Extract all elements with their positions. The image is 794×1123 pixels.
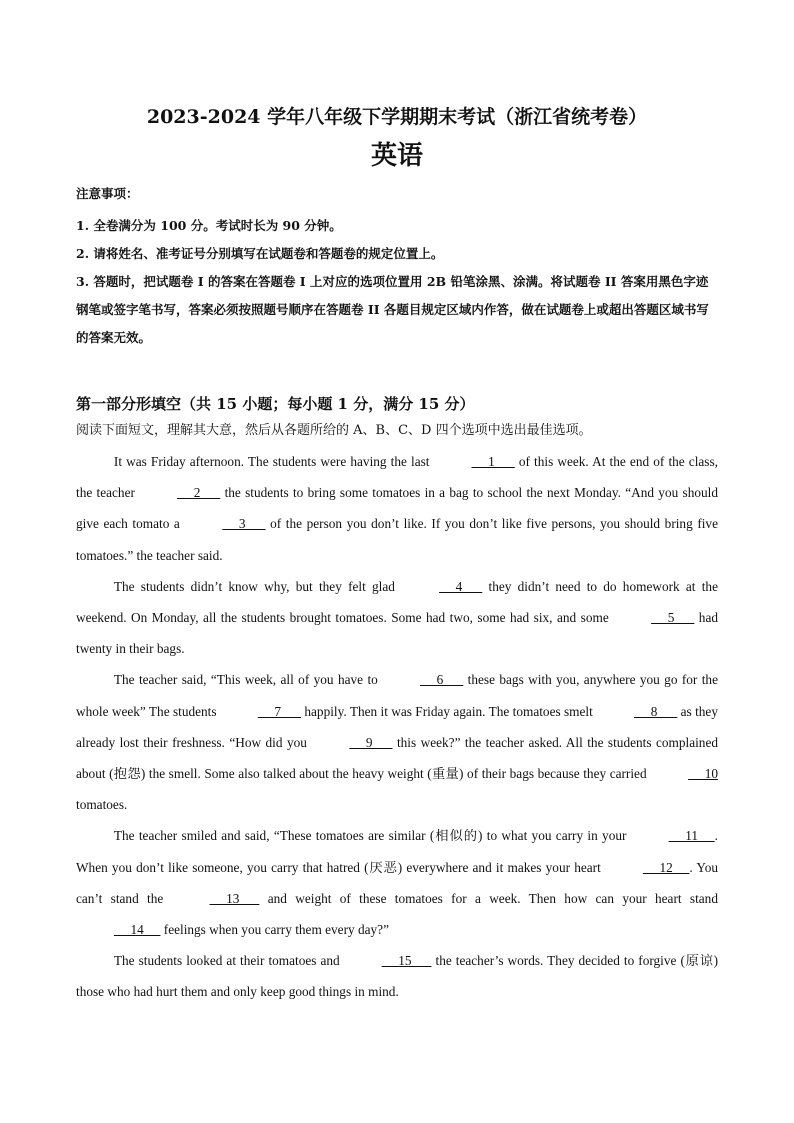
passage-paragraph-5 <box>76 945 718 1007</box>
passage-text: feelings when you carry them every day?” <box>160 922 389 938</box>
blank-4: 4 <box>439 578 483 594</box>
note-item-3: 3. 答题时，把试题卷 I 的答案在答题卷 I 上对应的选项位置用 2B 铅笔涂黑、涂满。将试题卷 II 答案用黑色字迹钢笔或签字笔书写，答案必须按照题号顺序在答题卷 II 各题目规定区域内作答，做在试题卷上或超出答题区域书写的答案无效。 <box>76 274 709 345</box>
blank-6: 6 <box>420 672 464 688</box>
blank-15: 15 <box>381 953 432 969</box>
passage-text: the teacher’s words. They decided to forgive (原谅) those who had hurt them and only keep good things in mind. <box>76 953 719 1000</box>
blank-12: 12 <box>642 859 690 875</box>
blank-5: 5 <box>651 610 695 626</box>
notes-list <box>76 212 718 352</box>
blank-14: 14 <box>113 922 161 938</box>
passage-text: they didn’t need to do homework at the weekend. On Monday, all the students brought tomatoes. Some had two, some had six, and some <box>76 578 718 626</box>
passage-text: these bags with you, anywhere you go for the whole week” The students <box>76 672 718 719</box>
exam-title: 2023-2024 学年八年级下学期期末考试（浙江省统考卷） <box>146 106 648 128</box>
blank-11: 11 <box>668 828 715 844</box>
passage-text: The teacher said, “This week, all of you have to <box>113 672 383 688</box>
subject-title: 英语 <box>370 141 423 171</box>
note-item-1: 1. 全卷满分为 100 分。考试时长为 90 分钟。 <box>76 218 342 233</box>
passage-text: It was Friday afternoon. The students were having the last <box>113 454 434 469</box>
passage-text: the students to bring some tomatoes in a bag to school the next Monday. “And you should give each tomato a <box>76 485 718 532</box>
blank-13: 13 <box>209 890 260 906</box>
section-heading: 第一部分形填空（共 15 小题；每小题 1 分，满分 15 分） <box>76 395 475 413</box>
blank-1: 1 <box>471 454 515 469</box>
passage-paragraph-4 <box>76 820 718 945</box>
passage-text: tomatoes. <box>76 797 128 813</box>
passage-paragraph-1 <box>76 446 718 571</box>
passage-text: happily. Then it was Friday again. The tomatoes smelt <box>301 703 597 719</box>
passage-text: The students looked at their tomatoes and <box>113 953 344 969</box>
passage-text: of this week. At the end of the class, the teacher <box>76 454 718 501</box>
passage-text: of the person you don’t like. If you don’t like five persons, you should bring five tomatoes.” the teacher said. <box>76 516 718 563</box>
passage-text: as they already lost their freshness. “How did you <box>76 703 718 750</box>
passage-text: this week?” the teacher asked. All the students complained about (抱怨) the smell. Some also talked about the heavy weight (重量) of their bags because they carried <box>76 734 718 782</box>
blank-3: 3 <box>222 516 266 532</box>
passage-text: The teacher smiled and said, “These tomatoes are similar (相似的) to what you carry in your <box>113 828 631 844</box>
passage-text: . You can’t stand the <box>76 859 718 906</box>
blank-10: 10 <box>688 766 718 782</box>
cloze-passage <box>76 446 718 1008</box>
blank-2: 2 <box>177 485 221 501</box>
passage-text: had twenty in their bags. <box>76 610 718 657</box>
passage-paragraph-3 <box>76 664 718 820</box>
passage-paragraph-2 <box>76 571 718 665</box>
blank-9: 9 <box>349 734 393 750</box>
section-instruction: 阅读下面短文，理解其大意，然后从各题所给的 A、B、C、D 四个选项中选出最佳选项。 <box>76 423 592 438</box>
passage-text: and weight of these tomatoes for a week. Then how can your heart stand <box>259 890 718 906</box>
blank-8: 8 <box>634 703 678 719</box>
passage-text: The students didn’t know why, but they felt glad <box>113 578 402 594</box>
note-item-2: 2. 请将姓名、准考证号分别填写在试题卷和答题卷的规定位置上。 <box>76 246 444 261</box>
passage-text: . When you don’t like someone, you carry that hatred (厌恶) everywhere and it makes your heart <box>76 828 718 875</box>
notes-heading: 注意事项： <box>76 186 139 201</box>
blank-7: 7 <box>257 703 302 719</box>
